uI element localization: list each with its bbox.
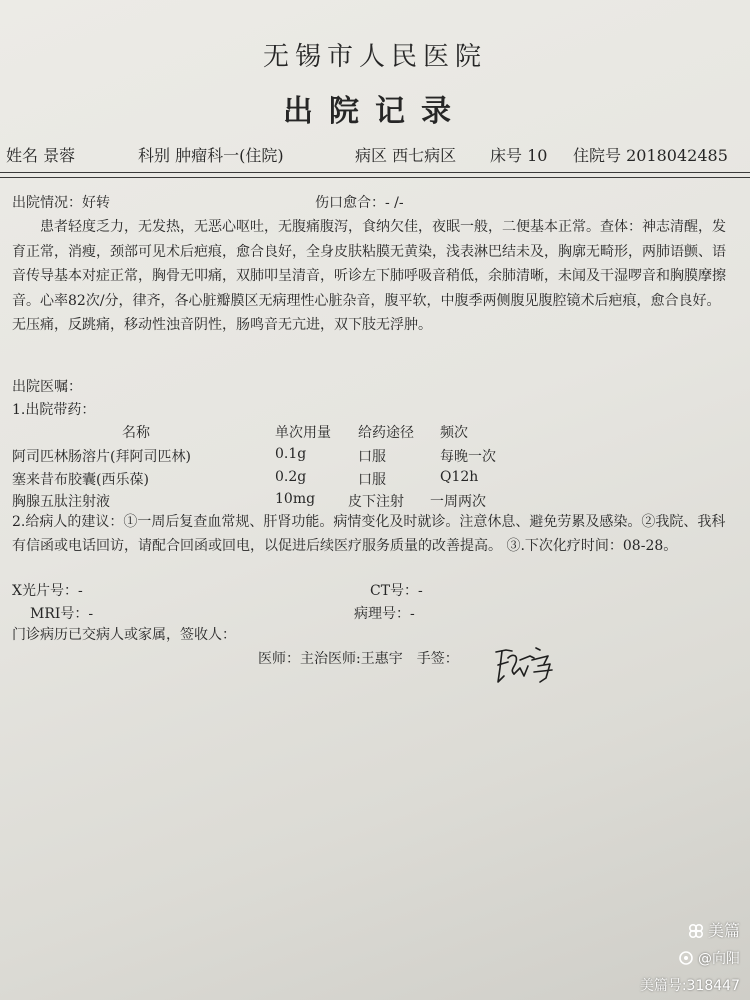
med-route: 皮下注射 bbox=[348, 494, 404, 510]
med-name: 塞来昔布胶囊(西乐葆) bbox=[12, 472, 149, 488]
med-dose: 10mg bbox=[275, 491, 316, 507]
meipian-logo-icon bbox=[688, 923, 704, 939]
mri-number: MRI号：- bbox=[30, 606, 94, 622]
orders-heading: 出院医嘱： bbox=[12, 379, 82, 395]
column-name: 名称 bbox=[122, 425, 150, 441]
column-dose: 单次用量 bbox=[275, 425, 331, 441]
author-icon bbox=[678, 950, 694, 966]
patient-name: 姓名 景蓉 bbox=[6, 146, 76, 165]
med-name: 胸腺五肽注射液 bbox=[12, 494, 110, 510]
med-route: 口服 bbox=[358, 449, 386, 465]
hospital-name: 无锡市人民医院 bbox=[262, 42, 487, 72]
med-dose: 0.2g bbox=[275, 469, 307, 485]
discharge-status: 出院情况：好转 bbox=[12, 195, 110, 211]
wound-healing: 伤口愈合：- /- bbox=[315, 195, 404, 211]
watermark-article-number: 美篇号:318447 bbox=[639, 978, 740, 994]
med-frequency: Q12h bbox=[440, 469, 479, 485]
doctor-line: 医师：主治医师:王惠宇 手签： bbox=[258, 651, 459, 667]
med-frequency: 一周两次 bbox=[430, 494, 486, 510]
header-divider-bottom bbox=[0, 177, 750, 178]
med-frequency: 每晚一次 bbox=[440, 449, 496, 465]
med-route: 口服 bbox=[358, 472, 386, 488]
column-route: 给药途径 bbox=[358, 425, 414, 441]
records-handover: 门诊病历已交病人或家属，签收人： bbox=[12, 627, 236, 643]
discharge-description: 患者轻度乏力，无发热，无恶心呕吐，无腹痛腹泻，食纳欠佳，夜眠一般，二便基本正常。查体：神志清醒，发育正常，消瘦，颈部可见术后疤痕，愈合良好，全身皮肤粘膜无黄染，浅表淋巴结未及，胸廓无畸形，两肺语颤、语音传导基本对症正常，胸骨无叩痛，双肺叩呈清音，听诊左下肺呼吸音稍低，余肺清晰，未闻及干湿啰音和胸膜摩擦音。心率82次/分，律齐，各心脏瓣膜区无病理性心脏杂音，腹平软，中腹季两侧腹见腹腔镜术后疤痕，愈合良好。无压痛，反跳痛，移动性浊音阴性，肠鸣音无亢进，双下肢无浮肿。 bbox=[12, 219, 726, 333]
watermark-brand bbox=[688, 918, 740, 941]
med-name: 阿司匹林肠溶片(拜阿司匹林) bbox=[12, 449, 191, 465]
patient-ward: 病区 西七病区 bbox=[355, 146, 457, 165]
header-divider-top bbox=[0, 172, 750, 173]
doctor-signature bbox=[490, 638, 560, 690]
document-title: 出院记录 bbox=[283, 94, 467, 129]
meds-heading: 1.出院带药： bbox=[12, 402, 96, 418]
watermark-brand-text: 美篇 bbox=[707, 921, 740, 940]
patient-advice: 2.给病人的建议：①一周后复查血常规、肝肾功能。病情变化及时就诊。注意休息、避免劳累及感染。②我院、我科有信函或电话回访，请配合回函或回电，以促进后续医疗服务质量的改善提高。 ③.下次化疗时间：08-28。 bbox=[12, 514, 726, 554]
admission-number: 住院号 2018042485 bbox=[573, 146, 728, 165]
xray-number: X光片号：- bbox=[12, 583, 83, 599]
patient-bed: 床号 10 bbox=[490, 146, 548, 165]
watermark-author-text: @向阳 bbox=[698, 951, 740, 967]
patient-department: 科别 肿瘤科一(住院) bbox=[138, 146, 284, 165]
med-dose: 0.1g bbox=[275, 446, 307, 462]
ct-number: CT号：- bbox=[370, 583, 423, 599]
column-frequency: 频次 bbox=[440, 425, 468, 441]
watermark-author bbox=[678, 948, 740, 968]
pathology-number: 病理号：- bbox=[354, 606, 415, 622]
